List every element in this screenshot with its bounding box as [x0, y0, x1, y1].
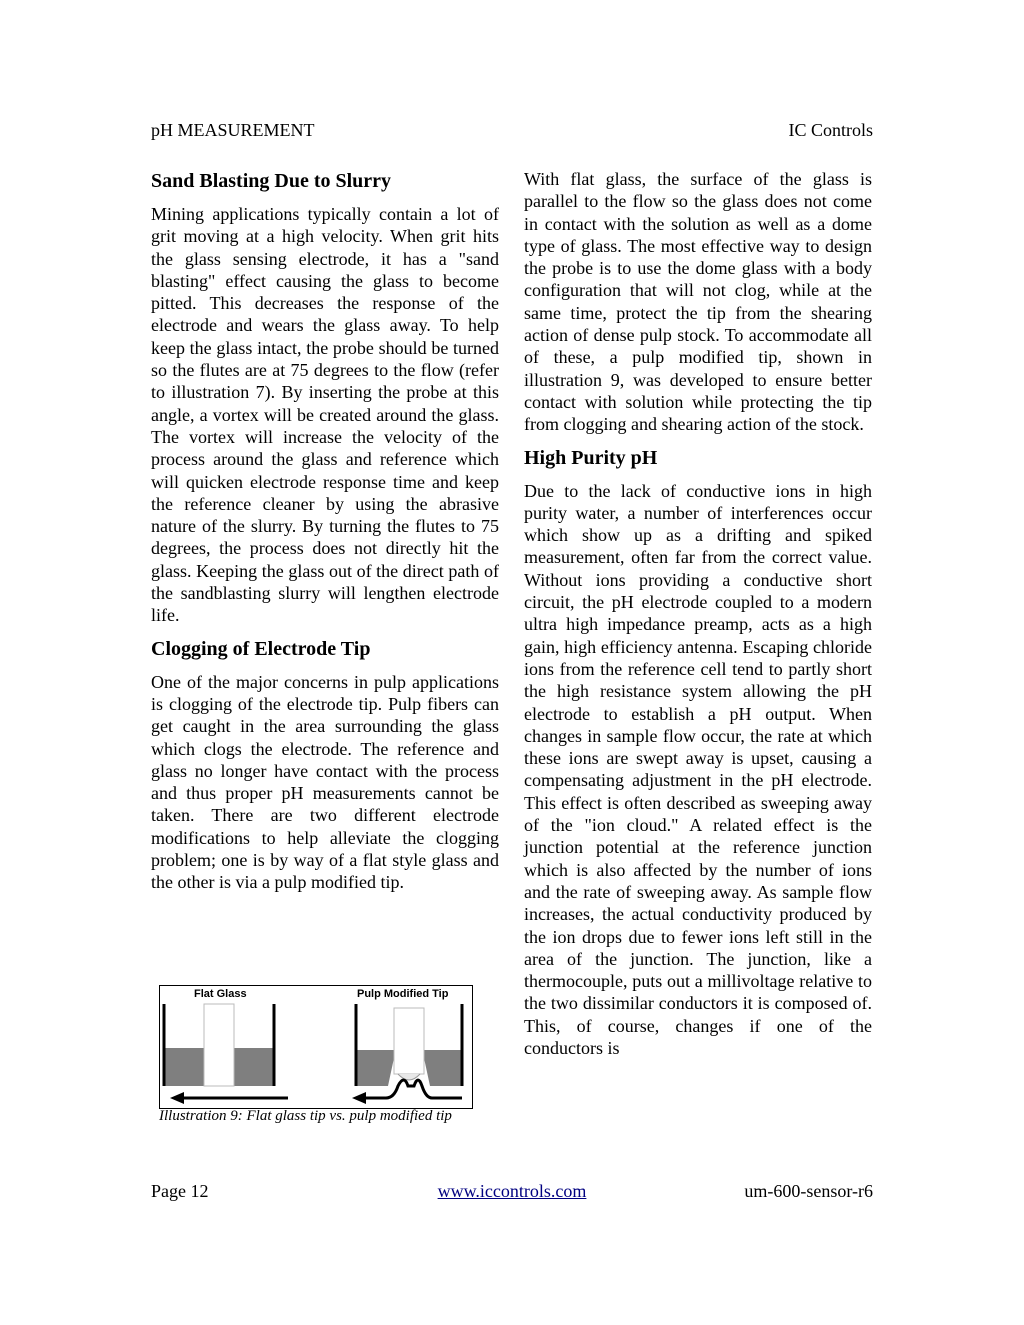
section-heading-high-purity: High Purity pH: [524, 446, 658, 469]
flat-glass-label: Flat Glass: [194, 988, 247, 1000]
header-company: IC Controls: [788, 120, 873, 140]
flat-glass-paragraph: With flat glass, the surface of the glass is parallel to the flow so the glass does not come in contact with the solution as well as a dome type of glass. The most effective way to design the probe is to use the dome glass with a body configuration that will not clog, while at the same time, protect the tip from the shearing action of dense pulp stock. To accommodate all of these, a pulp modified tip, shown in illustration 9, was developed to ensure better contact with solution while protecting the tip from clogging and shearing action of the stock.: [524, 169, 872, 435]
illustration-9: [159, 985, 473, 1109]
right-column: [524, 168, 872, 1068]
figure-caption: Illustration 9: Flat glass tip vs. pulp modified tip: [159, 1108, 452, 1124]
high-purity-paragraph: Due to the lack of conductive ions in high purity water, a number of interferences occur which show up as a drifting and spiked measurement, often far from the correct value. Without ions providing a conductive short circuit, the pH electrode coupled to a modern ultra high impedance preamp, acts as a high gain, high efficiency antenna. Escaping chloride ions from the reference cell tend to partly short the high resistance system allowing the pH electrode to establish a pH output. When changes in sample flow occur, the rate at which these ions are swept away is upset, causing a compensating adjustment in the pH electrode. This effect is often described as sweeping away of the "ion cloud." A related effect is the junction potential at the reference junction which is also affected by the number of ions and the rate of sweeping away. As sample flow increases, the actual conductivity produced by the ion drops due to fewer ions left still in the area of the junction. The junction, like a thermocouple, puts out a millivoltage relative to the two dissimilar conductors it is composed of. This, of course, changes if one of the conductors is: [524, 480, 872, 1058]
page-footer: [151, 1181, 873, 1205]
sand-blasting-paragraph: Mining applications typically contain a lot of grit moving at a high velocity. When grit hits the glass sensing electrode, it has a "sand blasting" effect causing the glass to become pitted. This decreases the response of the electrode and wears the glass away. To help keep the glass intact, the probe should be turned so the flutes are at 75 degrees to the flow (refer to illustration 7). By inserting the probe at this angle, a vortex will be created around the glass. The vortex will increase the velocity of the process around the glass and reference which will quicken electrode response time and keep the reference cleaner by using the abrasive nature of the slurry. By turning the flutes to 75 degrees, the process does not directly hit the glass. Keeping the glass out of the direct path of the sandblasting slurry will lengthen electrode life.: [151, 204, 499, 626]
clogging-paragraph: One of the major concerns in pulp applications is clogging of the electrode tip. Pulp fibers can get caught in the area surrounding the glass which clogs the electrode. The reference and glass no longer have contact with the process and thus proper pH measurements cannot be taken. There are two different electrode modifications to help alleviate the clogging problem; one is by way of a flat style glass and the other is via a pulp modified tip.: [151, 671, 499, 893]
flat-glass-electrode: [204, 1004, 234, 1086]
flat-glass-arrowhead: [170, 1092, 184, 1104]
pulp-modified-tip-label: Pulp Modified Tip: [357, 988, 449, 1000]
document-id: um-600-sensor-r6: [744, 1181, 873, 1201]
page-header: [151, 120, 873, 144]
electrode-tip-diagram: [160, 986, 472, 1108]
pulp-tip-electrode: [394, 1008, 424, 1074]
header-section-title: pH MEASUREMENT: [151, 120, 315, 140]
website-link[interactable]: www.iccontrols.com: [437, 1181, 587, 1201]
left-column: [151, 168, 499, 903]
section-heading-sand-blasting: Sand Blasting Due to Slurry: [151, 170, 392, 192]
pulp-tip-arrowhead: [352, 1092, 366, 1104]
page-number: Page 12: [151, 1181, 209, 1201]
section-heading-clogging: Clogging of Electrode Tip: [151, 637, 371, 660]
